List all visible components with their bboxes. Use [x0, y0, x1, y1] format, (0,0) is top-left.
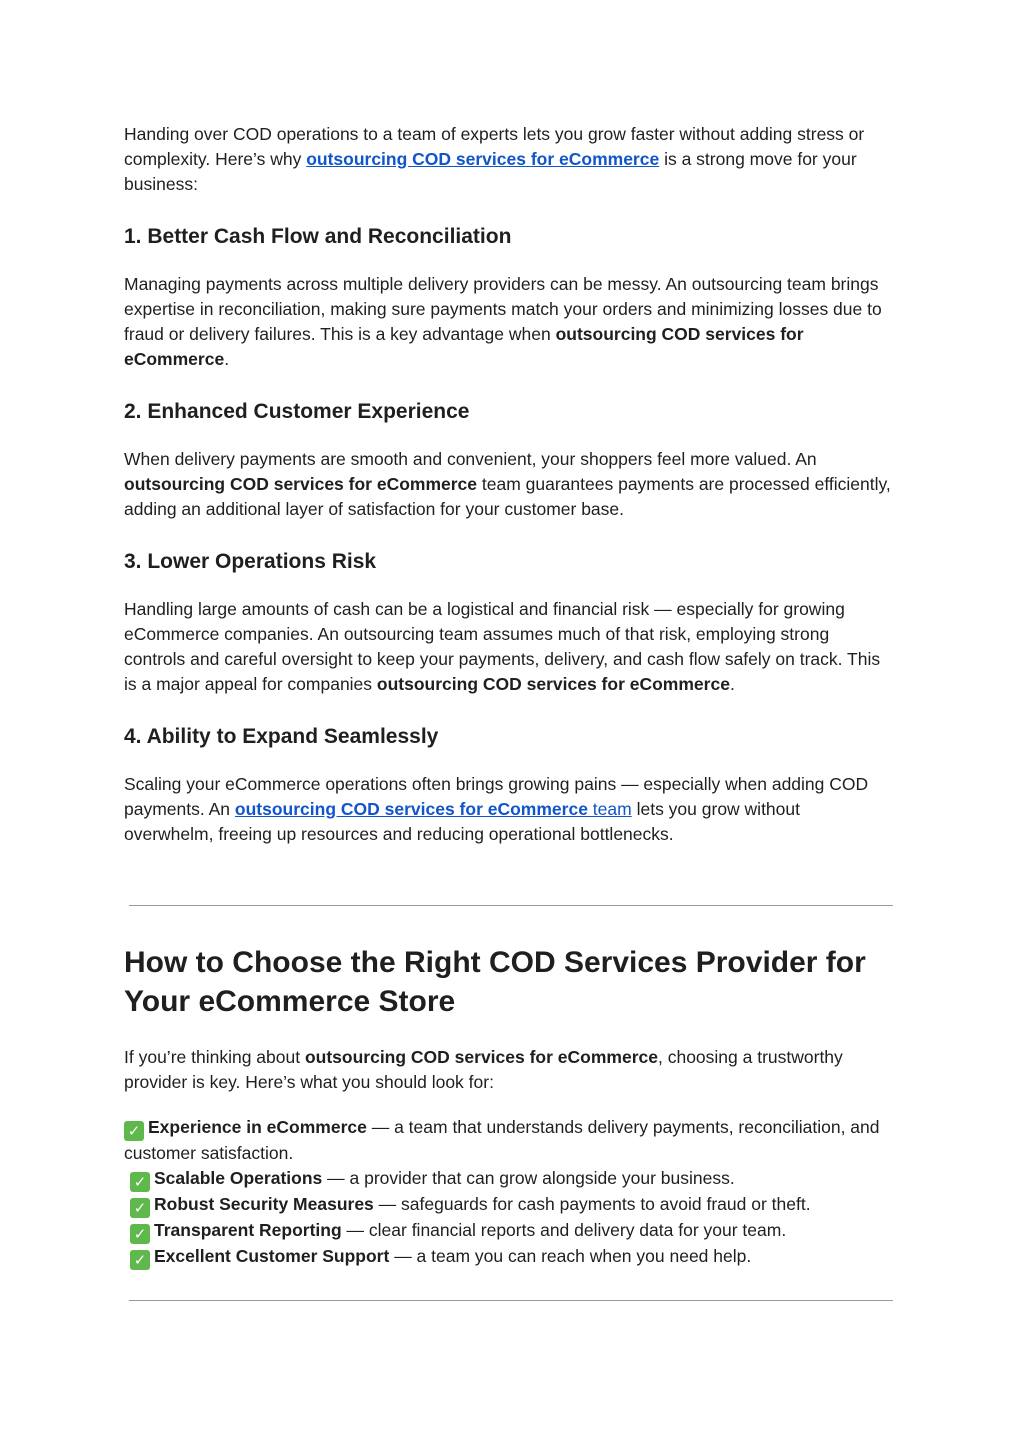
document-body — [124, 120, 894, 847]
checklist-item: ✓ Robust Security Measures — safeguards for cash payments to avoid fraud or theft. — [124, 1192, 894, 1218]
choose-heading: How to Choose the Right COD Services Provider for Your eCommerce Store — [124, 946, 866, 1018]
section-4-paragraph: Scaling your eCommerce operations often brings growing pains — especially when adding COD payments. An outsourcing COD services for eCommerce team lets you grow without overwhelm, freeing up resources and reducing operational bottlenecks. — [124, 774, 869, 844]
intro-paragraph: Handing over COD operations to a team of experts lets you grow faster without adding stress or complexity. Here’s why outsourcing COD services for eCommerce is a strong move for your business: — [124, 124, 865, 194]
checklist-item: ✓ Transparent Reporting — clear financial reports and delivery data for your team. — [124, 1218, 894, 1244]
section-2-paragraph: When delivery payments are smooth and convenient, your shoppers feel more valued. An outsourcing COD services for eCommerce team guarantees payments are processed efficiently, adding an additional layer of satisfaction for your customer base. — [124, 449, 891, 519]
checklist-item: ✓ Experience in eCommerce — a team that understands delivery payments, reconciliation, and customer satisfaction. — [124, 1117, 880, 1163]
choose-section — [124, 943, 894, 1270]
check-mark-icon: ✓ — [130, 1172, 150, 1192]
divider-2 — [129, 1300, 893, 1301]
section-4-heading: 4. Ability to Expand Seamlessly — [124, 725, 439, 748]
check-mark-icon: ✓ — [130, 1250, 150, 1270]
outsourcing-cod-team-link[interactable]: outsourcing COD services for eCommerce team — [234, 799, 632, 819]
check-mark-icon: ✓ — [130, 1224, 150, 1244]
choose-intro: If you’re thinking about outsourcing COD services for eCommerce, choosing a trustworthy provider is key. Here’s what you should look for: — [124, 1047, 843, 1092]
section-3-heading: 3. Lower Operations Risk — [124, 550, 377, 573]
section-2-heading: 2. Enhanced Customer Experience — [124, 400, 470, 423]
checklist — [124, 1115, 894, 1270]
checklist-item: ✓ Scalable Operations — a provider that can grow alongside your business. — [124, 1166, 894, 1192]
outsourcing-cod-link[interactable]: outsourcing COD services for eCommerce — [306, 149, 660, 169]
checklist-item: ✓ Excellent Customer Support — a team you can reach when you need help. — [124, 1244, 894, 1270]
section-3-paragraph: Handling large amounts of cash can be a logistical and financial risk — especially for growing eCommerce companies. An outsourcing team assumes much of that risk, employing strong controls and careful oversight to keep your payments, delivery, and cash flow safely on track. This is a major appeal for companies outsourcing COD services for eCommerce. — [124, 599, 881, 694]
section-1-heading: 1. Better Cash Flow and Reconciliation — [124, 225, 512, 248]
divider-1 — [129, 905, 893, 906]
check-mark-icon: ✓ — [124, 1121, 144, 1141]
section-1-paragraph: Managing payments across multiple delivery providers can be messy. An outsourcing team brings expertise in reconciliation, making sure payments match your orders and minimizing losses due to fraud or delivery failures. This is a key advantage when outsourcing COD services for eCommerce. — [124, 274, 882, 369]
check-mark-icon: ✓ — [130, 1198, 150, 1218]
